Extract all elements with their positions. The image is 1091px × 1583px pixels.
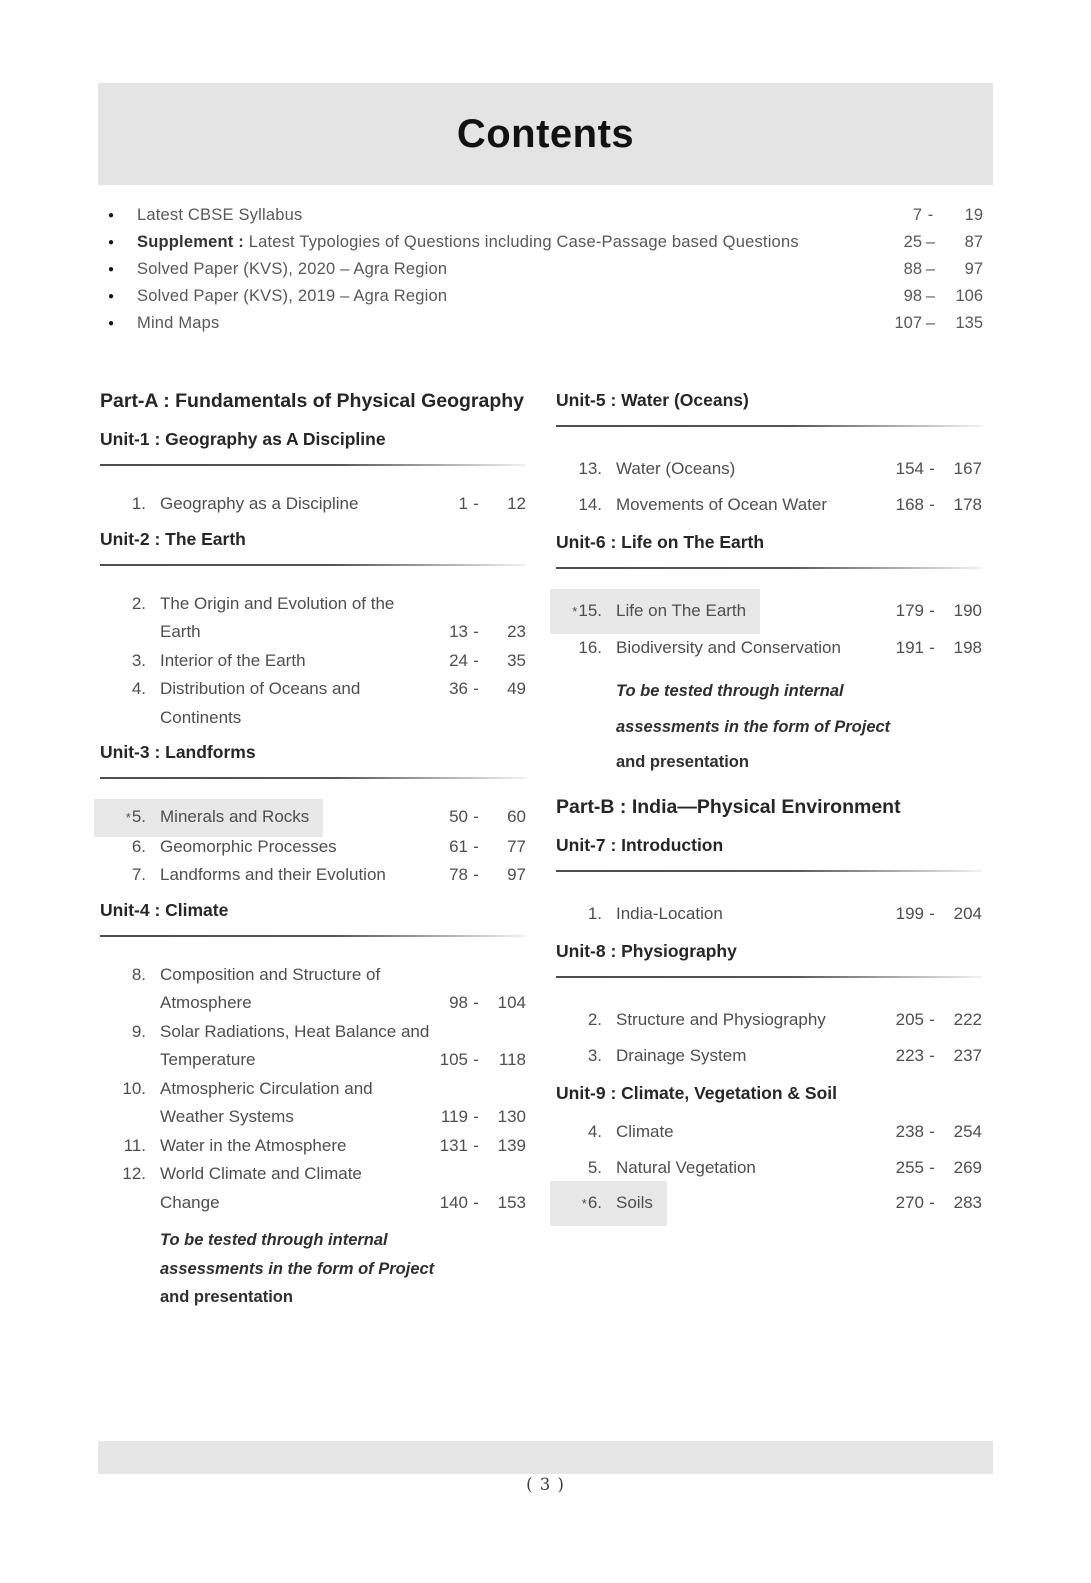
- assessment-note-line: To be tested through internal: [160, 1231, 388, 1249]
- bullet-icon: ●: [108, 237, 115, 248]
- chapter-row: [100, 1103, 526, 1132]
- chapter-title: Geomorphic Processes: [160, 836, 337, 856]
- page-range: [431, 1189, 526, 1218]
- unit-heading: Unit-2 : The Earth: [100, 528, 246, 549]
- chapter-list: [100, 590, 526, 733]
- page-range: [886, 311, 983, 336]
- page-start: 255: [895, 1157, 924, 1177]
- front-matter-item: [100, 203, 983, 230]
- page-start: 98: [449, 993, 468, 1012]
- chapter-title: The Origin and Evolution of the: [160, 593, 395, 613]
- chapter-row: [100, 1018, 526, 1047]
- page-range: [431, 647, 526, 676]
- page-end: 153: [497, 1192, 526, 1212]
- page-dash: -: [929, 1193, 935, 1212]
- front-matter-label: [137, 284, 886, 309]
- chapter-row: [556, 593, 982, 630]
- chapter-row: [100, 647, 526, 676]
- page-start: 13: [449, 622, 468, 641]
- chapter-number: 2.: [587, 1010, 602, 1029]
- unit-heading: Unit-7 : Introduction: [556, 834, 724, 855]
- chapter-main: [100, 1075, 373, 1104]
- page-start: 168: [895, 494, 924, 514]
- chapter-title: Landforms and their Evolution: [160, 865, 386, 884]
- chapter-title: Natural Vegetation: [616, 1157, 756, 1177]
- chapter-main: [556, 1038, 746, 1074]
- unit-heading: Unit-4 : Climate: [100, 899, 229, 920]
- page-end: 77: [507, 836, 526, 856]
- star-icon: *: [581, 1196, 587, 1211]
- bullet-icon: ●: [108, 210, 115, 221]
- chapter-title: Atmospheric Circulation and: [160, 1078, 373, 1098]
- chapter-title: Movements of Ocean Water: [616, 494, 828, 514]
- contents-header: [98, 83, 993, 185]
- unit-heading: Unit-8 : Physiography: [556, 941, 737, 961]
- page-dash: -: [473, 1107, 479, 1126]
- chapter-list: [556, 896, 982, 932]
- chapter-title: Geography as a Discipline: [160, 494, 359, 513]
- page-dash: -: [473, 494, 479, 513]
- page-end: 198: [953, 637, 982, 657]
- page-end: 118: [498, 1050, 526, 1069]
- front-matter-label: [137, 230, 886, 255]
- chapter-main: [556, 1002, 826, 1038]
- toc-columns: [100, 384, 983, 1326]
- page-start: 140: [439, 1192, 468, 1212]
- page-range: [431, 1046, 526, 1075]
- page-dash: -: [473, 650, 479, 670]
- page-start: 105: [439, 1050, 468, 1069]
- page-dash: -: [473, 679, 479, 698]
- page-range: [887, 487, 982, 523]
- chapter-main: [100, 961, 380, 990]
- assessment-note-line: and presentation: [616, 753, 749, 771]
- assessment-note-line: To be tested through internal: [616, 682, 844, 700]
- chapter-main: [100, 1132, 346, 1161]
- chapter-number: 8.: [131, 964, 146, 984]
- unit-rule: [100, 564, 526, 566]
- page-start: 88: [903, 260, 922, 278]
- front-matter-label: [137, 203, 886, 228]
- chapter-main: [556, 451, 735, 487]
- chapter-title: Minerals and Rocks: [160, 807, 310, 826]
- page-end: 254: [953, 1122, 982, 1141]
- chapter-title: India-Location: [616, 903, 723, 923]
- chapter-row: [100, 961, 526, 990]
- chapter-row: [100, 803, 526, 833]
- front-matter-label-text: Latest CBSE Syllabus: [137, 206, 303, 224]
- chapter-highlight: [94, 799, 323, 837]
- chapter-main: [100, 833, 337, 862]
- unit-rule: [556, 976, 982, 978]
- page-dash: –: [925, 233, 936, 251]
- chapter-row: [100, 1075, 526, 1104]
- chapter-title: Climate: [616, 1122, 674, 1141]
- page-end: 130: [497, 1107, 526, 1126]
- page-range: [431, 618, 526, 647]
- page-end: 204: [953, 903, 982, 923]
- page-range: [431, 861, 526, 890]
- chapter-row: [556, 1114, 982, 1150]
- page-range: [431, 1103, 526, 1132]
- page-dash: -: [473, 1135, 479, 1155]
- page-dash: -: [929, 903, 935, 923]
- page-range: [887, 1038, 982, 1074]
- page-start: 1: [458, 494, 468, 513]
- chapter-main: [100, 1103, 294, 1132]
- chapter-number: 1.: [131, 494, 146, 513]
- page-range: [887, 451, 982, 487]
- page-end: 60: [507, 807, 526, 826]
- chapter-title: Earth: [160, 622, 201, 641]
- page-dash: -: [473, 993, 479, 1012]
- chapter-main: [556, 896, 723, 932]
- chapter-number: 11.: [123, 1135, 146, 1155]
- chapter-row: [556, 487, 982, 523]
- page-dash: -: [929, 601, 935, 620]
- chapter-row: [100, 1132, 526, 1161]
- page-dash: -: [929, 1010, 935, 1029]
- chapter-row: [100, 833, 526, 862]
- assessment-note: [616, 674, 982, 781]
- bullet-icon: ●: [108, 318, 115, 329]
- page-range: [431, 803, 526, 832]
- bullet-icon: ●: [108, 291, 115, 302]
- chapter-number: 4.: [131, 679, 146, 698]
- unit-rule: [100, 935, 526, 937]
- chapter-main: [556, 630, 841, 666]
- page-end: 106: [955, 287, 983, 305]
- chapter-main: [100, 1160, 362, 1189]
- chapter-row: [556, 1150, 982, 1186]
- unit-heading: Unit-3 : Landforms: [100, 742, 256, 762]
- chapter-title: Temperature: [160, 1050, 256, 1069]
- page-end: 139: [497, 1135, 526, 1155]
- chapter-row: [100, 590, 526, 619]
- chapter-main: [100, 861, 386, 890]
- chapter-main: [100, 989, 252, 1018]
- unit-rule: [100, 777, 526, 779]
- unit-rule: [556, 567, 982, 569]
- page-start: 131: [439, 1135, 468, 1155]
- page-range: [887, 593, 982, 629]
- page-end: 19: [964, 206, 983, 224]
- front-matter-item: [100, 311, 983, 338]
- page-end: 97: [964, 260, 983, 278]
- page-end: 269: [953, 1157, 982, 1177]
- page-range: [887, 630, 982, 666]
- chapter-title: Atmosphere: [160, 993, 252, 1012]
- chapter-number: *5.: [125, 807, 146, 826]
- page-dash: -: [473, 1192, 479, 1212]
- chapter-main: [100, 1018, 429, 1047]
- page-end: 135: [955, 314, 983, 332]
- page-start: 36: [449, 679, 468, 698]
- chapter-row: [100, 490, 526, 519]
- chapter-main: [100, 490, 358, 519]
- chapter-number: 1.: [587, 903, 602, 923]
- chapter-row: [100, 1046, 526, 1075]
- page-start: 154: [895, 459, 924, 478]
- page-end: 178: [953, 494, 982, 514]
- page-end: 104: [497, 993, 526, 1012]
- page-dash: -: [929, 459, 935, 478]
- page-dash: -: [473, 622, 479, 641]
- footer-bar: [98, 1441, 993, 1474]
- chapter-main: [556, 1114, 674, 1150]
- front-matter-list: [100, 203, 983, 338]
- page-start: 238: [895, 1122, 924, 1141]
- chapter-number: 16.: [578, 637, 602, 657]
- chapter-number: 12.: [122, 1164, 146, 1183]
- assessment-note-line: and presentation: [160, 1288, 293, 1306]
- page-dash: –: [925, 314, 936, 332]
- chapter-number: *6.: [581, 1193, 602, 1212]
- page-start: 98: [903, 287, 922, 305]
- chapter-list: [100, 961, 526, 1218]
- front-matter-label-bold: Supplement :: [137, 233, 244, 251]
- chapter-title: World Climate and Climate: [160, 1164, 362, 1183]
- star-icon: *: [572, 604, 578, 619]
- chapter-title: Change: [160, 1192, 220, 1212]
- page-end: 49: [507, 679, 526, 698]
- chapter-row: [100, 1160, 526, 1189]
- page-end: 283: [953, 1193, 982, 1212]
- chapter-number: 13.: [578, 459, 602, 478]
- page-range: [887, 1114, 982, 1150]
- page-start: 7: [912, 206, 922, 224]
- chapter-list: [100, 490, 526, 519]
- chapter-row: [556, 1002, 982, 1038]
- front-matter-label-text: Solved Paper (KVS), 2020 – Agra Region: [137, 260, 448, 278]
- page-start: 107: [894, 314, 922, 332]
- page-end: 35: [507, 650, 526, 670]
- page-start: 78: [449, 865, 468, 884]
- front-matter-label: [137, 311, 886, 336]
- front-matter-label-text: Mind Maps: [137, 314, 220, 332]
- chapter-row: [100, 989, 526, 1018]
- page-end: 87: [964, 233, 983, 251]
- chapter-number: 7.: [131, 865, 146, 884]
- assessment-note-line: assessments in the form of Project: [160, 1259, 435, 1278]
- chapter-number: 6.: [131, 836, 146, 856]
- page-end: 23: [507, 622, 526, 641]
- chapter-list: [556, 451, 982, 522]
- page-range: [886, 203, 983, 228]
- page-end: 97: [507, 865, 526, 884]
- page-start: 25: [903, 233, 922, 251]
- page-range: [886, 284, 983, 309]
- page-dash: –: [925, 260, 936, 278]
- chapter-main: [100, 704, 241, 733]
- toc-column-left: [100, 384, 526, 1326]
- page-title: Contents: [456, 111, 635, 156]
- chapter-list: [100, 803, 526, 890]
- page-range: [887, 1002, 982, 1038]
- assessment-note: [160, 1226, 526, 1312]
- page-dash: –: [925, 287, 936, 305]
- page-dash: -: [473, 836, 479, 856]
- page-end: 190: [953, 601, 982, 620]
- chapter-title: Distribution of Oceans and: [160, 679, 361, 698]
- toc-column-right: [556, 384, 982, 1326]
- page-range: [431, 1132, 526, 1161]
- page-start: 223: [895, 1045, 924, 1065]
- chapter-title: Interior of the Earth: [160, 650, 306, 670]
- unit-heading: Unit-6 : Life on The Earth: [556, 532, 765, 552]
- part-heading: Part-B : India—Physical Environment: [556, 795, 901, 818]
- chapter-highlight: [550, 1181, 667, 1226]
- page-start: 199: [895, 903, 924, 923]
- chapter-title: Weather Systems: [160, 1107, 294, 1126]
- page-start: 191: [895, 637, 924, 657]
- star-icon: *: [125, 810, 131, 825]
- page-dash: -: [929, 1122, 935, 1141]
- page-start: 270: [895, 1193, 924, 1212]
- chapter-title: Composition and Structure of: [160, 964, 381, 984]
- front-matter-label: [137, 257, 886, 282]
- chapter-main: [100, 1046, 255, 1075]
- page-range: [887, 1185, 982, 1221]
- chapter-row: [556, 1185, 982, 1222]
- page-range: [886, 257, 983, 282]
- page-dash: -: [473, 865, 479, 884]
- chapter-list: [556, 593, 982, 665]
- page-range: [887, 1150, 982, 1186]
- chapter-main: [100, 675, 360, 704]
- chapter-title: Drainage System: [616, 1045, 747, 1065]
- page-dash: -: [473, 1050, 479, 1069]
- front-matter-item: [100, 257, 983, 284]
- page-dash: -: [929, 1045, 935, 1065]
- chapter-number: 10.: [122, 1078, 146, 1098]
- chapter-title: Solar Radiations, Heat Balance and: [160, 1021, 430, 1041]
- unit-heading: Unit-1 : Geography as A Discipline: [100, 429, 386, 449]
- page-range: [431, 490, 526, 519]
- front-matter-item: [100, 284, 983, 311]
- part-heading: Part-A : Fundamentals of Physical Geography: [100, 390, 525, 412]
- chapter-row: [556, 1038, 982, 1074]
- chapter-title: Water (Oceans): [616, 459, 736, 478]
- chapter-row: [100, 618, 526, 647]
- page-start: 205: [895, 1010, 924, 1029]
- chapter-row: [100, 704, 526, 733]
- page-start: 24: [449, 650, 468, 670]
- page-dash: -: [927, 206, 934, 224]
- chapter-row: [556, 896, 982, 932]
- page-range: [431, 675, 526, 704]
- page-end: 237: [953, 1045, 982, 1065]
- chapter-list: [556, 1114, 982, 1222]
- page-start: 50: [449, 807, 468, 826]
- page-range: [887, 896, 982, 932]
- chapter-highlight: [550, 589, 760, 634]
- chapter-title: Life on The Earth: [616, 601, 747, 620]
- chapter-main: [100, 590, 394, 619]
- unit-rule: [556, 425, 982, 427]
- page-start: 119: [440, 1107, 468, 1126]
- page-range: [886, 230, 983, 255]
- chapter-number: 3.: [131, 650, 146, 670]
- chapter-title: Soils: [616, 1193, 653, 1212]
- unit-rule: [556, 870, 982, 872]
- chapter-number: *15.: [572, 601, 602, 620]
- chapter-title: Biodiversity and Conservation: [616, 637, 841, 657]
- unit-heading: Unit-5 : Water (Oceans): [556, 390, 749, 410]
- page-dash: -: [929, 1157, 935, 1177]
- chapter-list: [556, 1002, 982, 1073]
- chapter-title: Water in the Atmosphere: [160, 1135, 347, 1155]
- chapter-number: 5.: [587, 1157, 602, 1177]
- page-end: 12: [507, 494, 526, 513]
- page-start: 179: [895, 601, 924, 620]
- page-start: 61: [449, 836, 468, 856]
- chapter-number: 9.: [131, 1021, 146, 1041]
- chapter-row: [100, 675, 526, 704]
- chapter-row: [100, 861, 526, 890]
- front-matter-item: [100, 230, 983, 257]
- chapter-main: [100, 647, 306, 676]
- chapter-main: [100, 1189, 220, 1218]
- unit-heading: Unit-9 : Climate, Vegetation & Soil: [556, 1083, 838, 1103]
- chapter-row: [556, 630, 982, 666]
- page-dash: -: [929, 637, 935, 657]
- chapter-number: 14.: [578, 494, 602, 514]
- front-matter-label-text: Latest Typologies of Questions including Case-Passage based Questions: [243, 233, 799, 251]
- page-end: 222: [953, 1010, 982, 1029]
- page-dash: -: [929, 494, 935, 514]
- chapter-title: Structure and Physiography: [616, 1010, 826, 1029]
- page-range: [431, 833, 526, 862]
- unit-rule: [100, 464, 526, 466]
- page-number: ( 3 ): [526, 1475, 565, 1494]
- chapter-main: [556, 487, 827, 523]
- page-range: [431, 989, 526, 1018]
- chapter-row: [100, 1189, 526, 1218]
- assessment-note-line: assessments in the form of Project: [616, 717, 891, 736]
- chapter-main: [100, 618, 201, 647]
- page-dash: -: [473, 807, 479, 826]
- chapter-number: 3.: [587, 1045, 602, 1065]
- chapter-number: 4.: [587, 1122, 602, 1141]
- chapter-title: Continents: [160, 707, 242, 727]
- front-matter-label-text: Solved Paper (KVS), 2019 – Agra Region: [137, 287, 448, 305]
- chapter-row: [556, 451, 982, 487]
- chapter-number: 2.: [131, 593, 146, 613]
- chapter-main: [556, 1150, 756, 1186]
- bullet-icon: ●: [108, 264, 115, 275]
- page-end: 167: [953, 459, 982, 478]
